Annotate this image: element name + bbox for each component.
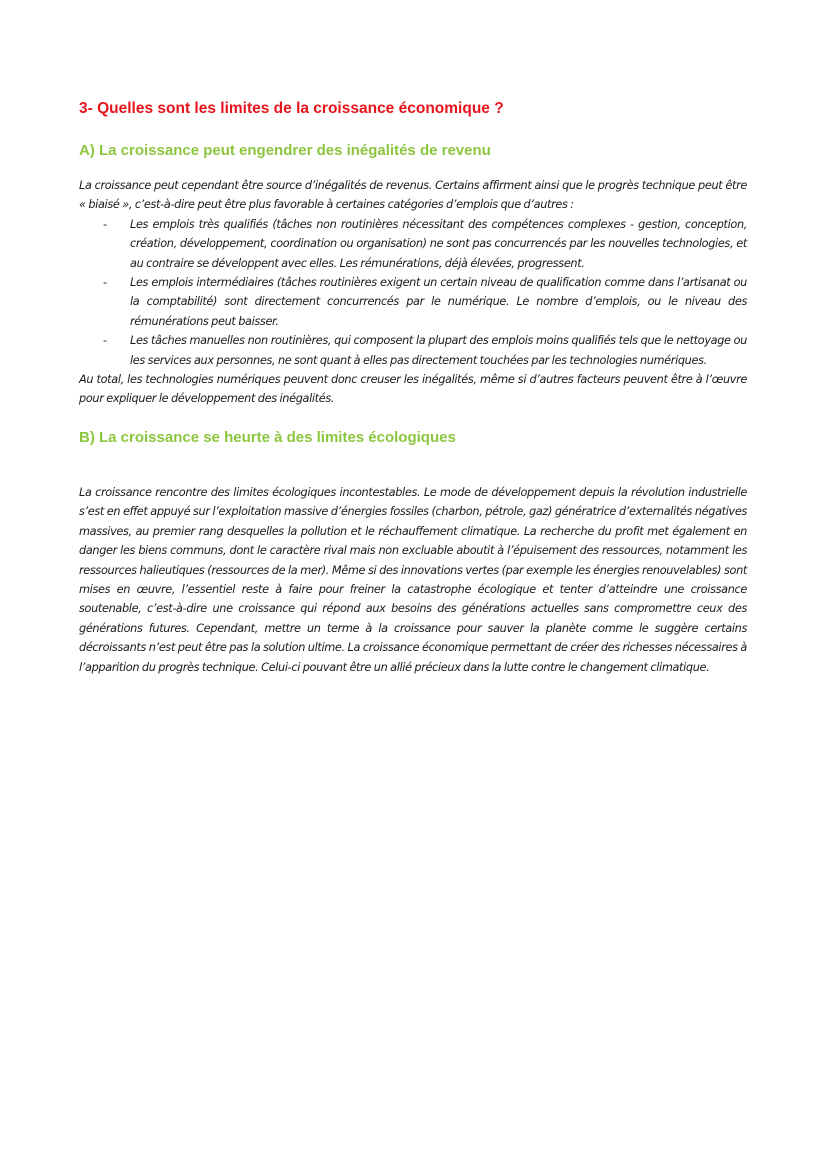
- part-b-title: B) La croissance se heurte à des limites écologiques: [79, 428, 456, 446]
- bullet-list: [79, 215, 747, 370]
- part-a-conclusion: Au total, les technologies numériques peuvent donc creuser les inégalités, même si d’autres facteurs peuvent être à l’œuvre pour expliquer le développement des inégalités.: [79, 373, 747, 406]
- bullet-dash: -: [103, 334, 107, 348]
- part-b-body: La croissance rencontre des limites écologiques incontestables. Le mode de développement depuis la révolution industrielle s’est en effet appuyé sur l’exploitation massive d’énergies fossiles (charbon, pétrole, gaz) génératrice d’externalités négatives massives, au premier rang desquelles la pollution et le réchauffement climatique. La recherche du profit met également en danger les biens communs, dont le caractère rival mais non excluable aboutit à l’épuisement des ressources, notamment les ressources halieutiques (ressources de la mer). Même si des innovations vertes (par exemple les énergies renouvelables) sont mises en œuvre, l’essentiel reste à faire pour freiner la catastrophe écologique et tenter d’atteindre une croissance soutenable, c’est-à-dire une croissance qui répond aux besoins des générations actuelles sans compromettre ceux des générations futures. Cependant, mettre un terme à la croissance pour sauver la planète comme le suggère certains décroissants n’est peut être pas la solution ultime. La croissance économique permettant de créer des richesses nécessaires à l’apparition du progrès technique. Celui-ci pouvant être un allié précieux dans la lutte contre le changement climatique.: [79, 485, 747, 674]
- list-item-text: Les emplois intermédiaires (tâches routinières exigent un certain niveau de qualification comme dans l’artisanat ou la comptabilité) sont directement concurrencés par le numérique. Le nombre d’emplois, ou le niveau des rémunérations peut baisser.: [130, 276, 747, 328]
- section-title: 3- Quelles sont les limites de la croissance économique ?: [79, 100, 504, 117]
- part-a-title: A) La croissance peut engendrer des inégalités de revenu: [79, 142, 491, 159]
- bullet-dash: -: [103, 276, 107, 290]
- bullet-dash: -: [103, 217, 107, 231]
- list-item: [79, 331, 747, 370]
- document-page: [79, 98, 747, 677]
- list-item-text: Les emplois très qualifiés (tâches non routinières nécessitant des compétences complexes - gestion, conception, création, développement, coordination ou organisation) ne sont pas concurrencés par les nouvelles technologies, et au contraire se développent avec elles. Les rémunérations, déjà élevées, progressent.: [130, 217, 747, 270]
- part-a-intro: La croissance peut cependant être source d’inégalités de revenus. Certains affirment ainsi que le progrès technique peut être « biaisé », c’est-à-dire peut être plus favorable à certaines catégories d’emplois que d’autres :: [79, 179, 747, 212]
- list-item: [79, 273, 747, 331]
- list-item-text: Les tâches manuelles non routinières, qui composent la plupart des emplois moins qualifiés tels que le nettoyage ou les services aux personnes, ne sont quant à elles pas directement touchées par les technologies numériques.: [130, 334, 747, 367]
- list-item: [79, 215, 747, 273]
